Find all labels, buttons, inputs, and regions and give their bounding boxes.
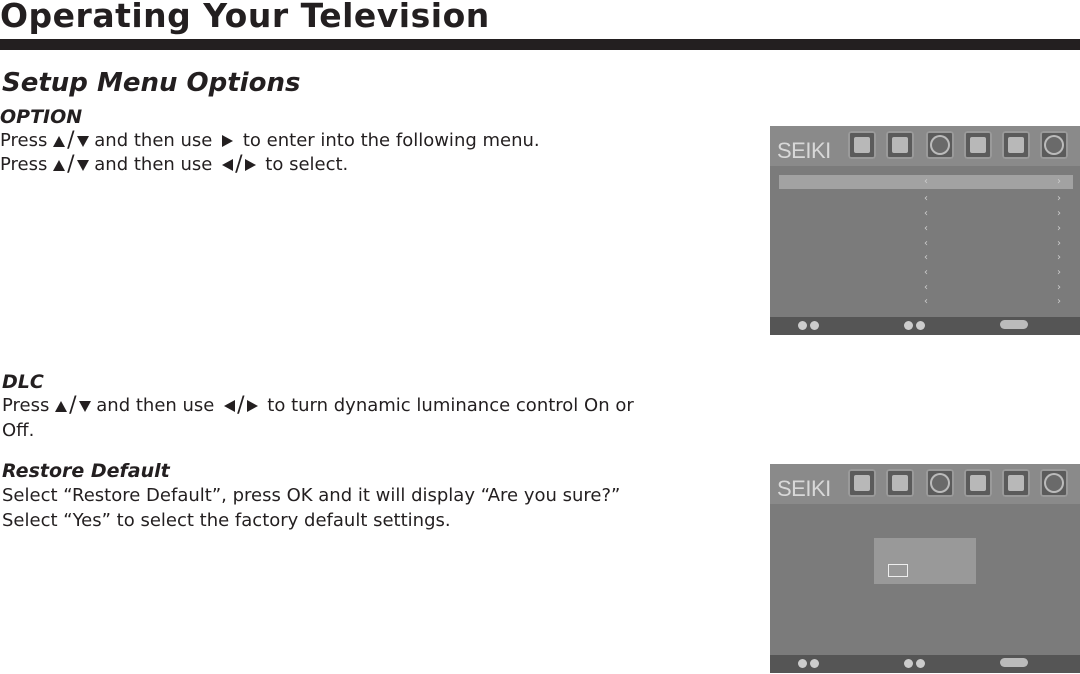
option-heading: OPTION [0,106,83,128]
row-right-arrow-icon: › [1057,296,1061,307]
row-right-arrow-icon: › [1057,282,1061,293]
menu-row-selected [779,175,1073,189]
row-left-arrow-icon: ‹ [924,223,928,234]
dlc-line-2: Off. [2,420,35,441]
down-arrow-icon [79,401,91,412]
picture-icon [848,131,876,159]
sound-icon [886,131,914,159]
row-right-arrow-icon: › [1057,223,1061,234]
menu-row [779,281,1073,295]
menu-row [779,295,1073,309]
confirm-dialog [874,538,976,584]
slash-icon: / [67,152,75,177]
down-arrow-icon [77,160,89,171]
option-menu-screenshot [770,126,1080,335]
option-line-1-use: and then use [94,130,213,151]
row-right-arrow-icon: › [1057,208,1061,219]
up-arrow-icon [53,136,65,147]
section-title: Setup Menu Options [2,68,301,98]
clock-icon [926,469,954,497]
menu-row [779,251,1073,265]
option-line-2-press: Press [0,154,48,175]
sound-icon [886,469,914,497]
nav-right-icon [916,659,925,668]
left-arrow-icon [222,159,233,171]
row-left-arrow-icon: ‹ [924,282,928,293]
lock-icon [1002,469,1030,497]
menu-row [779,192,1073,206]
menu-top-bar [770,464,1080,504]
left-arrow-icon [224,400,235,412]
row-left-arrow-icon: ‹ [924,252,928,263]
row-left-arrow-icon: ‹ [924,208,928,219]
menu-button-icon [1000,658,1028,667]
row-right-arrow-icon: › [1057,193,1061,204]
right-arrow-icon [245,159,256,171]
lock-icon [1002,131,1030,159]
option-line-1-press: Press [0,130,48,151]
channel-icon [1040,469,1068,497]
setup-icon [964,131,992,159]
restore-line-2: Select “Yes” to select the factory default settings. [2,510,451,531]
row-right-arrow-icon: › [1057,267,1061,278]
menu-button-icon [1000,320,1028,329]
setup-icon [964,469,992,497]
option-line-1-rest: to enter into the following menu. [242,130,540,151]
menu-top-bar [770,126,1080,166]
row-right-arrow-icon: › [1057,176,1061,187]
title-rule [0,39,1080,50]
nav-down-icon [810,321,819,330]
option-line-2-rest: to select. [265,154,349,175]
row-left-arrow-icon: ‹ [924,296,928,307]
dlc-line-1-press: Press [2,395,50,416]
dlc-line-1-rest: to turn dynamic luminance control On or [267,395,634,416]
dlc-line-1 [2,394,634,418]
slash-icon: / [237,393,245,418]
restore-menu-screenshot [770,464,1080,673]
option-line-2 [0,153,348,177]
picture-icon [848,469,876,497]
restore-heading: Restore Default [2,460,170,482]
dlc-line-1-use: and then use [96,395,215,416]
slash-icon: / [67,128,75,153]
up-arrow-icon [55,401,67,412]
right-arrow-icon [222,135,233,147]
menu-row [779,207,1073,221]
slash-icon: / [235,152,243,177]
nav-down-icon [810,659,819,668]
up-arrow-icon [53,160,65,171]
option-line-2-use: and then use [94,154,213,175]
row-right-arrow-icon: › [1057,252,1061,263]
nav-left-icon [904,321,913,330]
row-left-arrow-icon: ‹ [924,193,928,204]
row-left-arrow-icon: ‹ [924,238,928,249]
menu-row [779,237,1073,251]
restore-line-1: Select “Restore Default”, press OK and it will display “Are you sure?” [2,485,621,506]
brand-logo: SEIKI [777,476,831,501]
clock-icon [926,131,954,159]
yes-checkbox-icon [888,564,908,577]
nav-right-icon [916,321,925,330]
row-right-arrow-icon: › [1057,238,1061,249]
menu-bottom-bar [770,317,1080,335]
nav-up-icon [798,659,807,668]
slash-icon: / [69,393,77,418]
page-title: Operating Your Television [0,0,490,35]
nav-up-icon [798,321,807,330]
dlc-heading: DLC [2,371,44,393]
down-arrow-icon [77,136,89,147]
right-arrow-icon [247,400,258,412]
row-left-arrow-icon: ‹ [924,267,928,278]
menu-row [779,222,1073,236]
channel-icon [1040,131,1068,159]
row-left-arrow-icon: ‹ [924,176,928,187]
brand-logo: SEIKI [777,138,831,163]
menu-bottom-bar [770,655,1080,673]
nav-left-icon [904,659,913,668]
option-line-1 [0,129,540,153]
menu-row [779,266,1073,280]
